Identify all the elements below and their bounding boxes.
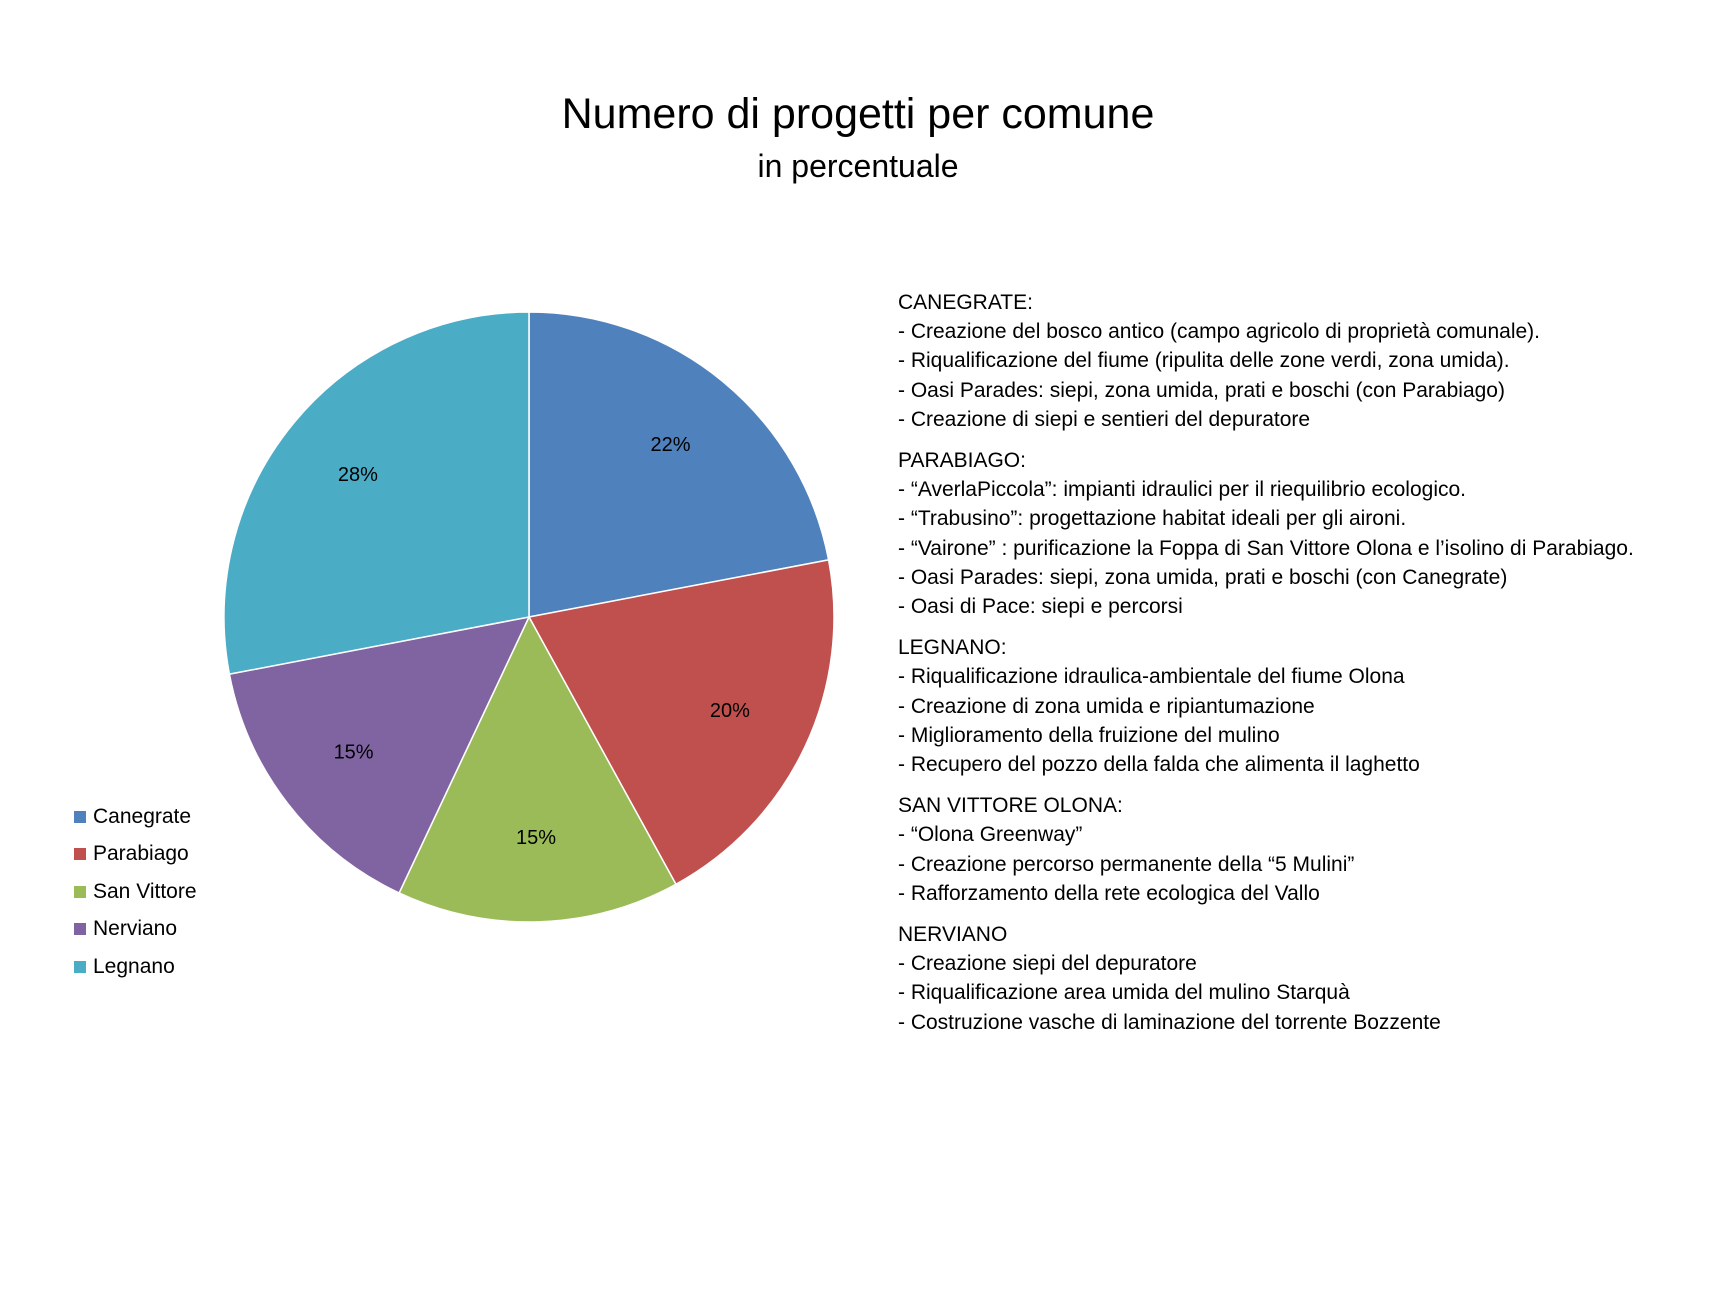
- description-item: - Creazione del bosco antico (campo agricolo di proprietà comunale).: [898, 320, 1540, 344]
- legend-label: Canegrate: [93, 804, 192, 828]
- description-item: - Costruzione vasche di laminazione del torrente Bozzente: [898, 1010, 1441, 1034]
- legend-swatch: [74, 961, 86, 973]
- description-item: - Recupero del pozzo della falda che alimenta il laghetto: [898, 753, 1420, 777]
- description-group-title: PARABIAGO:: [898, 449, 1026, 473]
- description-item: - Oasi Parades: siepi, zona umida, prati e boschi (con Canegrate): [898, 565, 1508, 589]
- chart-subtitle: in percentuale: [757, 148, 959, 184]
- description-group-title: CANEGRATE:: [898, 291, 1033, 314]
- description-item: - “Vairone” : purificazione la Foppa di San Vittore Olona e l’isolino di Parabiago.: [898, 536, 1634, 560]
- description-item: - Creazione percorso permanente della “5 Mulini”: [898, 852, 1355, 876]
- description-item: - Miglioramento della fruizione del mulino: [898, 723, 1280, 747]
- legend-swatch: [74, 923, 86, 935]
- description-group-title: NERVIANO: [898, 923, 1008, 947]
- description-group-title: LEGNANO:: [898, 636, 1007, 660]
- legend-label: Nerviano: [93, 917, 178, 941]
- legend-swatch: [74, 886, 86, 898]
- description-item: - “Trabusino”: progettazione habitat ideali per gli aironi.: [898, 507, 1407, 531]
- description-group: [898, 288, 1658, 434]
- description-group: [898, 791, 1658, 908]
- description-item: - Oasi di Pace: siepi e percorsi: [898, 595, 1183, 619]
- chart-title: Numero di progetti per comune: [561, 90, 1155, 138]
- slice-label-legnano: 28%: [337, 463, 378, 486]
- legend-item: [74, 873, 197, 911]
- legend-item: [74, 911, 197, 949]
- project-descriptions: [898, 288, 1658, 1049]
- legend: [74, 798, 197, 986]
- legend-swatch: [74, 811, 86, 823]
- description-item: - “Olona Greenway”: [898, 823, 1083, 847]
- description-item: - Oasi Parades: siepi, zona umida, prati e boschi (con Parabiago): [898, 378, 1505, 402]
- description-item: - Creazione di zona umida e ripiantumazione: [898, 694, 1315, 718]
- description-group: [898, 446, 1658, 621]
- description-group: [898, 633, 1658, 779]
- description-item: - “AverlaPiccola”: impianti idraulici per il riequilibrio ecologico.: [898, 478, 1467, 502]
- description-item: - Riqualificazione del fiume (ripulita delle zone verdi, zona umida).: [898, 349, 1510, 373]
- legend-swatch: [74, 848, 86, 860]
- legend-item: [74, 948, 197, 986]
- description-group: [898, 920, 1658, 1037]
- slice-label-nerviano: 15%: [333, 741, 374, 764]
- description-item: - Riqualificazione idraulica-ambientale del fiume Olona: [898, 665, 1405, 689]
- legend-label: San Vittore: [93, 879, 197, 903]
- slice-label-parabiago: 20%: [709, 699, 750, 722]
- description-item: - Creazione di siepi e sentieri del depuratore: [898, 407, 1311, 431]
- description-item: - Rafforzamento della rete ecologica del Vallo: [898, 881, 1320, 905]
- legend-label: Legnano: [93, 954, 175, 978]
- slice-label-canegrate: 22%: [650, 434, 691, 457]
- description-item: - Creazione siepi del depuratore: [898, 952, 1197, 976]
- legend-label: Parabiago: [93, 842, 189, 866]
- slice-label-san-vittore: 15%: [515, 827, 556, 850]
- legend-item: [74, 836, 197, 874]
- description-item: - Riqualificazione area umida del mulino Starquà: [898, 981, 1350, 1005]
- pie-slice-legnano: [224, 312, 529, 674]
- description-group-title: SAN VITTORE OLONA:: [898, 794, 1123, 818]
- legend-item: [74, 798, 197, 836]
